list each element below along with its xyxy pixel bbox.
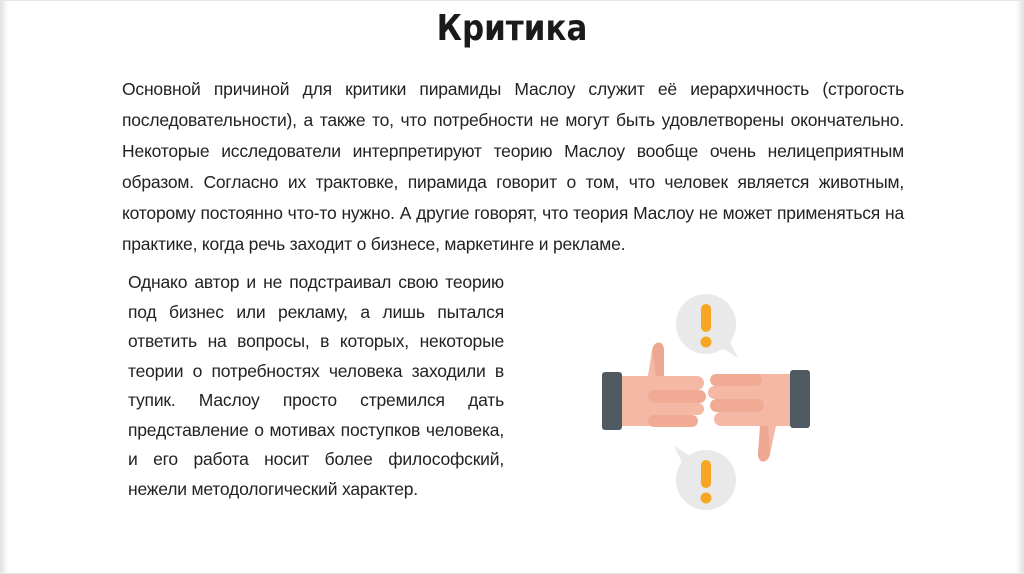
main-paragraph: Основной причиной для критики пирамиды Маслоу служит её иерархичность (строгость последовательности), а также то, что потребности не могут быть удовлетворены окончательно. Некоторые исследователи интерпретируют теорию Маслоу вообще очень нелицеприятным образом. Согласно их трактовке, пирамида говорит о том, что человек является животным, которому постоянно что-то нужно. А другие говорят, что теория Маслоу не может применяться на практике, когда речь заходит о бизнесе, маркетинге и рекламе. [122, 79, 904, 254]
side-paragraph: Однако автор и не подстраивал свою теорию под бизнес или рекламу, а лишь пытался ответить на вопросы, в которых, некоторые теории о потребностях человека заходили в тупик. Маслоу просто стремился дать представление о мотивах поступков человека, и его работа носит более философский, нежели методологический характер. [128, 272, 504, 499]
hands-illustration [590, 286, 822, 523]
thumbs-up-down-conflict-icon [590, 286, 822, 518]
right-hand [708, 374, 790, 462]
alert-bubble-top-icon [676, 294, 738, 358]
alert-bubble-bottom-icon [674, 446, 736, 510]
slide-title: Критика [436, 8, 588, 49]
left-hand [622, 343, 706, 428]
